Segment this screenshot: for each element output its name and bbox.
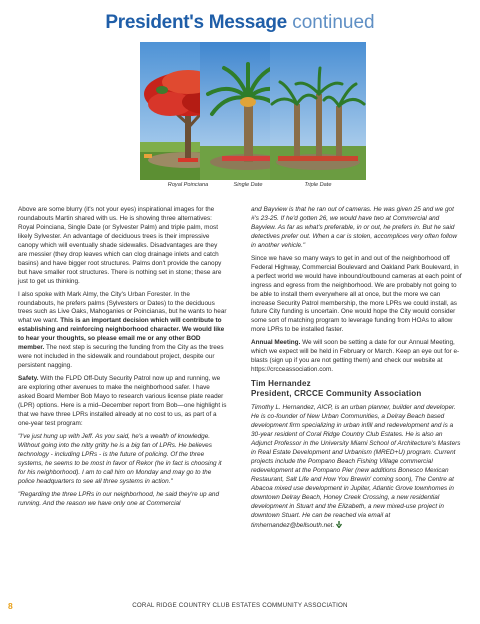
page-title-continued: continued: [292, 12, 375, 33]
paragraph-text: We will soon be setting a date for our Annual Meeting, which we expect will be held in February or March. Keep an eye out for e-blasts (sign up if you are not getting them) and check our website at https://crcceassociation.com.: [251, 339, 460, 374]
signature-title: President, CRCCE Community Association: [251, 389, 422, 399]
photo-caption-triple-date: Triple Date: [304, 182, 332, 188]
photo-caption-single-date: Single Date: [233, 182, 263, 188]
triple-date-palm-photo: [270, 42, 366, 180]
paragraph-text: With the FLPD Off-Duty Security Patrol now up and running, we are exploring other avenues to make the neighborhood safer. I have asked Board Member Bob Mayo to research various license plate reader (LPR) options. Here is a mid–December report from Bob—one highlight is that we have three LPRs installed already at no cost to us, as part of a one-year test program:: [18, 375, 227, 427]
paragraph: [18, 291, 228, 372]
author-bio-text: Timothy L. Hernandez, AICP, is an urban planner, builder and developer. He is co-founder of New Urban Communities, a Delray Beach based development firm specializing in urban infill and redevelopment and is a 30-year resident of Coral Ridge Country Club Estates. He is also an Adjunct Professor in the University Miami School of Architecture's Masters in Real Estate Development and Urbanism (MRED+U) program. Current projects include the Pompano Beach Fishing Village commercial redevelopment at the Pompano Pier (new additions Bonesco Mexican Restaurant, Salt Life and How You Brewin' coming soon), The Centre at Abacoa mixed use development in Jupiter, Atlantic Grove townhomes in downtown Delray Beach, Honey Creek Crossing, a new residential development in Stuart and the Elizabeth, a new mixed-use project in downtown Stuart. He can be reached via email at timhernandez@bellsouth.net.: [251, 404, 461, 529]
section-label-annual-meeting: Annual Meeting.: [251, 339, 301, 347]
quote-paragraph: "I've just hung up with Jeff. As you said, he's a wealth of knowledge. Without going into the nitty gritty he is a big fan of LPRs. He believes technology - including LPRs - is the future of policing. Of the three systems, he seems to be most in favor of Rekor (he in fact is choosing it for his neighborhood). I am to call him on Monday and may go to the police headquarters to see all three systems in action.": [18, 432, 222, 485]
paragraph-emphasis: This is an important decision which will contribute to establishing and reinforcing neighborhood character. We would like to hear your thoughts, so please email me or any other BOD member.: [18, 317, 225, 352]
page-number: 8: [8, 601, 13, 611]
page-title: [0, 12, 480, 34]
right-column: [251, 206, 463, 535]
left-column: [18, 206, 228, 513]
footer-text: CORAL RIDGE COUNTRY CLUB ESTATES COMMUNITY ASSOCIATION: [132, 602, 348, 609]
paragraph-text: I also spoke with Mark Almy, the City's Urban Forester. In the roundabouts, he prefers palms (Sylvesters or Dates) to the deciduous trees such as Live Oaks, Mahoganies or Poincianas, but he wants to hear what we want.: [18, 290, 227, 325]
paragraph: [251, 339, 463, 375]
page-title-main: President's Message: [105, 12, 287, 33]
end-mark-icon: [336, 521, 342, 528]
paragraph: [18, 375, 228, 429]
signature-name: Tim Hernandez: [251, 379, 311, 389]
author-bio: [251, 404, 463, 530]
quote-paragraph: and Bayview is that he ran out of cameras. He was given 25 and we got #'s 23-25. If he'd gotten 26, we would have two at Commercial and Bayview. As far as what's preferable, in or out, he prefers in. But he said detectives prefer out. When a car is stolen, accomplices very often follow in another vehicle.": [251, 206, 458, 249]
section-label-safety: Safety.: [18, 375, 39, 383]
paragraph: Since we have so many ways to get in and out of the neighborhood off Federal Highway, Commercial Boulevard and Oakland Park Boulevard, in a perfect world we would have inbound/outbound cameras at each point of ingress and egress from the neighborhood. We are probably not going to be able to install them everywhere all at once, but the more we can increase Security Patrol membership, the more LPRs we could install, as future City funding is uncertain. One would hope the City would consider some sort of matching program to leverage funding from HOAs to allow more LPRs to be installed faster.: [251, 254, 462, 334]
paragraph: Above are some blurry (it's not your eyes) inspirational images for the roundabouts Martin shared with us. He is showing three alternatives: Royal Poinciana, Single Date (or Sylvester Palm) and triple palm, most likely Sylvester. An advantage of deciduous trees is their impressive canopy which will eventually shade sidewalks. Disadvantages are they are messier (they drop leaves which can clog drainage inlets and catch basins) and have bigger root structures. Palms don't provide the canopy but have smaller root structures. There is nothing set in stone; these are just to get us thinking.: [18, 206, 222, 285]
photo-caption-poinciana: Royal Poinciana: [167, 182, 209, 188]
quote-paragraph: "Regarding the three LPRs in our neighborhood, he said they're up and running. And the reason we have only one at Commercial: [18, 490, 220, 507]
paragraph-text: The next step is securing the funding from the City as the trees were not included in the sidewalk and roundabout project, despite our persistent nagging.: [18, 344, 224, 370]
